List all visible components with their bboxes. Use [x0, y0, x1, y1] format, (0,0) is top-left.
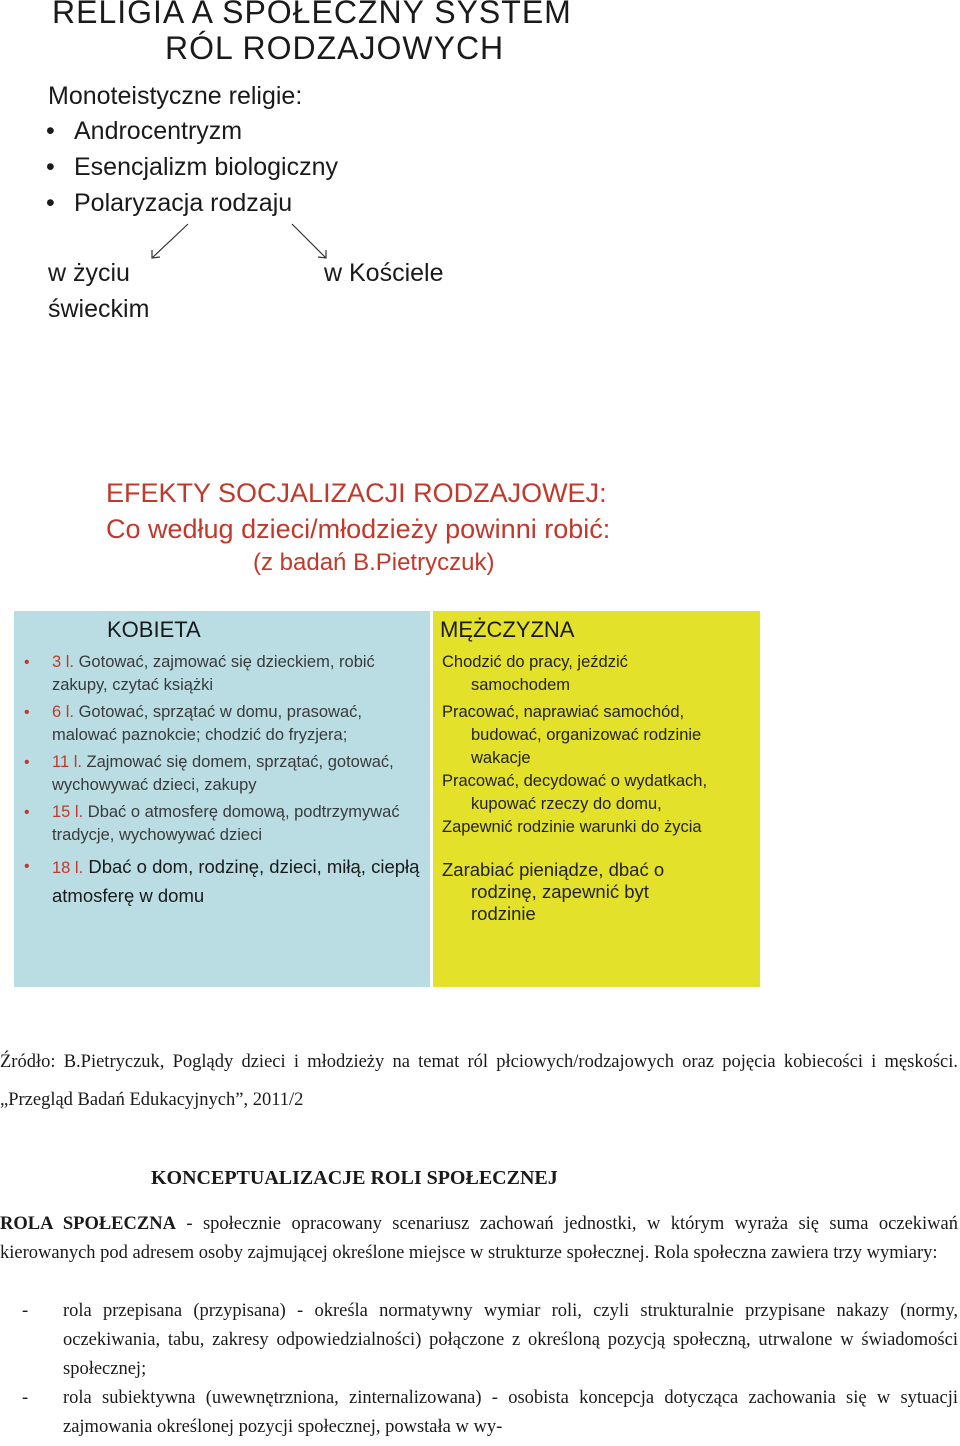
- male-item: [442, 816, 760, 839]
- female-item-text: Gotować, sprzątać w domu, prasować, malować paznokcie; chodzić do fryzjera;: [52, 703, 362, 744]
- female-item-age: 11 l.: [52, 753, 82, 771]
- dimension-dash: -: [22, 1301, 29, 1321]
- male-item: [442, 651, 760, 697]
- male-item: [442, 701, 760, 770]
- female-list: [14, 651, 424, 913]
- male-item-rest: kupować rzeczy do domu,: [471, 795, 662, 813]
- branch-left-line-2: świeckim: [48, 295, 150, 323]
- female-item-age: 18 l.: [52, 859, 84, 877]
- male-item-first: Chodzić do pracy, jeździć: [442, 653, 628, 671]
- religion-bullet: • Esencjalizm biologiczny: [46, 153, 338, 189]
- arrow-right-icon: [292, 224, 326, 258]
- male-item-first: Zarabiać pieniądze, dbać o: [442, 859, 665, 880]
- effects-subtitle: Co według dzieci/młodzieży powinni robić:: [106, 514, 611, 544]
- branch-arrows: [140, 220, 340, 265]
- dimension-item: [0, 1384, 958, 1442]
- male-item-first: Pracować, naprawiać samochód,: [442, 703, 685, 721]
- female-item-text: Dbać o atmosferę domową, podtrzymywać tradycje, wychowywać dzieci: [52, 803, 400, 844]
- male-item-first: Zapewnić rodzinie warunki do życia: [442, 818, 702, 836]
- religion-intro: Monoteistyczne religie:: [48, 82, 303, 110]
- female-header: KOBIETA: [107, 617, 201, 642]
- female-box: [14, 611, 430, 987]
- effects-source: (z badań B.Pietryczuk): [253, 549, 495, 576]
- male-item: [442, 770, 760, 816]
- source-note: Źródło: B.Pietryczuk, Poglądy dzieci i młodzieży na temat ról płciowych/rodzajowych oraz pojęcia kobiecości i męskości. „Przegląd Badań Edukacyjnych”, 2011/2: [0, 1052, 958, 1110]
- female-item-text: Gotować, zajmować się dzieckiem, robić zakupy, czytać książki: [52, 653, 375, 694]
- male-box: [433, 611, 760, 987]
- female-item-age: 15 l.: [52, 803, 84, 821]
- religion-bullet: • Androcentryzm: [46, 117, 338, 153]
- male-header: MĘŻCZYZNA: [440, 617, 575, 642]
- dimension-dash: -: [22, 1388, 29, 1408]
- male-item-rest: samochodem: [471, 676, 571, 694]
- male-item-rest: budować, organizować rodzinie wakacje: [471, 726, 702, 767]
- definition-text: - społecznie opracowany scenariusz zachowań jednostki, w którym wyraża się suma oczekiwań kierowanych pod adresem osoby zajmującej określone miejsce w strukturze społecznej. Rola społeczna zawiera trzy wymiary:: [0, 1214, 958, 1263]
- female-item: • 15 l. Dbać o atmosferę domową, podtrzymywać tradycje, wychowywać dzieci: [24, 803, 400, 844]
- male-item-rest: rodzinę, zapewnić byt rodzinie: [471, 881, 649, 924]
- female-item: • 3 l. Gotować, zajmować się dzieckiem, robić zakupy, czytać książki: [24, 653, 375, 694]
- dimension-text: rola przepisana (przypisana) - określa normatywny wymiar roli, czyli strukturalnie przypisane nakazy (normy, oczekiwania, tabu, zakresy odpowiedzialności) połączone z określoną pozycją społeczną, utrwalone w świadomości społecznej;: [63, 1301, 958, 1379]
- female-item-age: 3 l.: [52, 653, 75, 671]
- section-heading: KONCEPTUALIZACJE ROLI SPOŁECZNEJ: [151, 1167, 558, 1189]
- male-list: [442, 651, 760, 925]
- branch-left-line-1: w życiu: [48, 259, 130, 287]
- female-item-age: 6 l.: [52, 703, 75, 721]
- female-item-text: Dbać o dom, rodzinę, dzieci, miłą, ciepłą atmosferę w domu: [52, 856, 420, 906]
- dimension-text: rola subiektywna (uwewnętrzniona, zinternalizowana) - osobista koncepcja dotycząca zachowania się w sytuacji zajmowania określonej pozycji społecznej, powstała w wy-: [63, 1388, 958, 1437]
- dimension-item: [0, 1297, 958, 1384]
- female-item-text: Zajmować się domem, sprzątać, gotować, wychowywać dzieci, zakupy: [52, 753, 394, 794]
- definition-term: ROLA SPOŁECZNA: [0, 1214, 176, 1234]
- dimensions-list: [0, 1297, 958, 1442]
- male-item-first: Pracować, decydować o wydatkach,: [442, 772, 708, 790]
- religion-bullet: • Polaryzacja rodzaju: [46, 189, 338, 225]
- female-item: • 18 l. Dbać o dom, rodzinę, dzieci, miłą, ciepłą atmosferę w domu: [24, 856, 420, 906]
- arrow-left-icon: [152, 224, 188, 258]
- page-title-line-2: RÓL RODZAJOWYCH: [165, 30, 505, 66]
- effects-title: EFEKTY SOCJALIZACJI RODZAJOWEJ:: [106, 478, 607, 508]
- branch-right: w Kościele: [324, 259, 444, 287]
- female-item: • 11 l. Zajmować się domem, sprzątać, gotować, wychowywać dzieci, zakupy: [24, 753, 394, 794]
- female-item: • 6 l. Gotować, sprzątać w domu, prasować, malować paznokcie; chodzić do fryzjera;: [24, 703, 362, 744]
- male-item: [442, 859, 760, 925]
- page-title-line-1: RELIGIA A SPOŁECZNY SYSTEM: [52, 0, 572, 30]
- definition-paragraph: [0, 1210, 958, 1268]
- religion-bullet-list: [46, 117, 338, 225]
